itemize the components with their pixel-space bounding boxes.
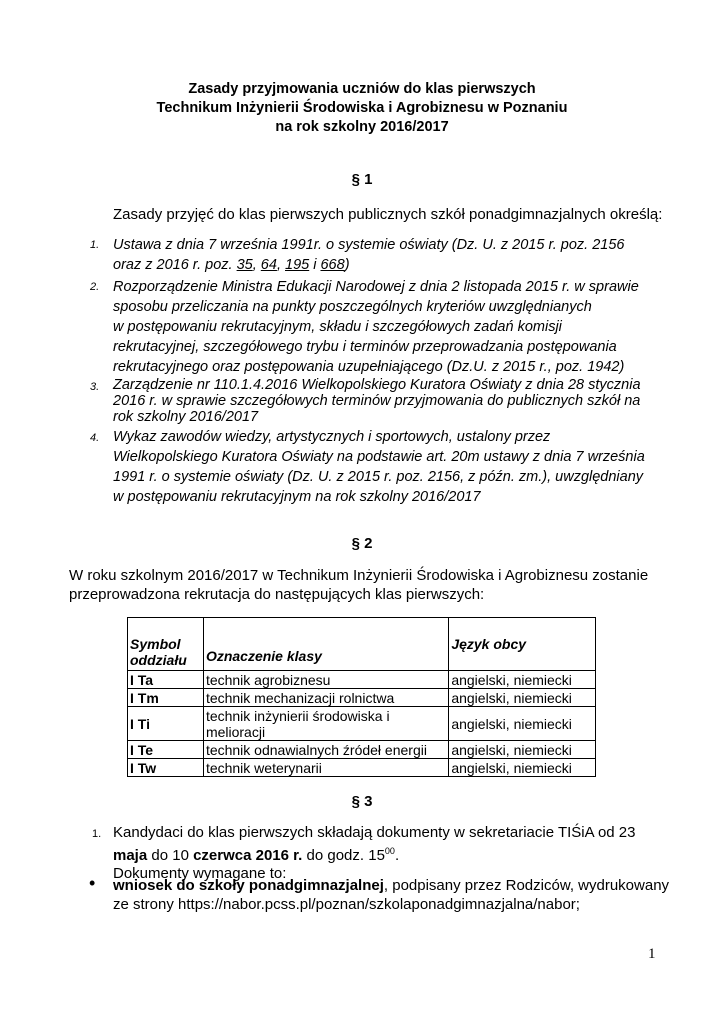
section-2-text [69,566,648,604]
text-span: do 10 [147,847,194,864]
cell-symbol: I Tw [128,759,204,777]
list-item-line: rok szkolny 2016/2017 [113,409,259,425]
list-item-number: 1. [92,828,102,840]
section-3-heading: § 3 [351,793,373,810]
cell-class: technik weterynarii [203,759,448,777]
header-text: Symbol [130,636,181,652]
list-item-number: 1. [90,239,100,251]
cell-class: technik mechanizacji rolnictwa [203,689,448,707]
section-3-bullet-1 [113,876,669,914]
cell-text: technik inżynierii środowiska i [205,707,390,724]
header-class: Oznaczenie klasy [203,618,448,671]
list-item-text [113,377,641,425]
list-item-line: w postępowaniu rekrutacyjnym, składu i szczegółowych zadań komisji [113,319,562,335]
list-item-line: rekrutacyjnej, szczegółowego trybu i terminów przeprowadzania postępowania [113,339,617,355]
section-1-intro: Zasady przyjęć do klas pierwszych publicznych szkół ponadgimnazjalnych określą: [113,206,663,223]
cell-language: angielski, niemiecki [449,759,596,777]
list-item-line: w postępowaniu rekrutacyjnym na rok szkolny 2016/2017 [113,489,481,505]
bold-text: wniosek do szkoły ponadgimnazjalnej [113,877,384,894]
table-row [128,671,596,689]
section-1-heading: § 1 [351,171,373,188]
cell-language: angielski, niemiecki [449,707,596,741]
list-item [90,377,690,428]
law-link-668[interactable]: 668 [320,257,345,273]
list-item-line: Wykaz zawodów wiedzy, artystycznych i sportowych, ustalony przez [113,429,551,445]
list-item-number: 3. [90,381,100,393]
list-item-line: Wielkopolskiego Kuratora Oświaty na podstawie art. 20m ustawy z dnia 7 września [113,449,645,465]
list-item-line: 1991 r. o systemie oświaty (Dz. U. z 2015 r. poz. 2156, z późn. zm.), uwzględniany [113,469,644,485]
list-item-line: rekrutacyjnego oraz postępowania uzupełniającego (Dz.U. z 2015 r., poz. 1942) [113,359,625,375]
cell-text: melioracji [205,723,266,740]
title-line-1: Zasady przyjmowania uczniów do klas pierwszych [188,81,536,97]
page-number: 1 [648,946,656,962]
list-item-text [113,235,625,275]
text-span: , [276,257,285,273]
bullet-icon: • [89,873,96,893]
section-2-line: W roku szkolnym 2016/2017 w Technikum Inżynierii Środowiska i Agrobiznesu zostanie [69,567,649,584]
list-item-text [113,277,639,377]
table-row [128,707,596,741]
document-title [0,80,724,137]
cell-symbol: I Ta [128,671,204,689]
section-1-list [90,235,690,508]
law-link-195[interactable]: 195 [285,257,310,273]
table-row [128,689,596,707]
section-3-line [113,842,636,865]
list-item-line: Zarządzenie nr 110.1.4.2016 Wielkopolskiego Kuratora Oświaty z dnia 28 stycznia [113,377,641,393]
law-link-64[interactable]: 64 [260,257,277,273]
text-span: , [252,257,261,273]
list-item-line: 2016 r. w sprawie szczegółowych terminów przyjmowania do publicznych szkół na [113,393,641,409]
cell-class [203,707,448,741]
header-text: oddziału [130,652,187,668]
header-symbol [128,618,204,671]
section-3-line [113,876,669,895]
section-3-line: Dokumenty wymagane to: [113,865,287,882]
section-3-line: ze strony https://nabor.pcss.pl/poznan/szkolaponadgimnazjalna/nabor; [113,896,580,913]
text-span: oraz z 2016 r. poz. [113,257,237,273]
bold-text: maja [113,847,148,864]
bold-text: czerwca 2016 r. [193,847,303,864]
section-3-line: Kandydaci do klas pierwszych składają dokumenty w sekretariacie TIŚiA od 23 [113,824,636,841]
cell-symbol: I Tm [128,689,204,707]
law-link-35[interactable]: 35 [236,257,253,273]
list-item-number: 4. [90,432,100,444]
cell-symbol: I Te [128,741,204,759]
cell-language: angielski, niemiecki [449,689,596,707]
cell-class: technik agrobiznesu [203,671,448,689]
text-span: ) [344,257,350,273]
list-item-line [113,255,625,275]
title-line-2: Technikum Inżynierii Środowiska i Agrobiznesu w Poznaniu [156,100,568,116]
section-2-line: przeprowadzona rekrutacja do następujących klas pierwszych: [69,586,485,603]
superscript: 00 [384,846,395,856]
section-2-heading: § 2 [351,535,373,552]
list-item-line: sposobu przeliczania na punkty poszczególnych kryteriów uwzględnianych [113,299,592,315]
table-row [128,741,596,759]
list-item-text [113,427,645,507]
text-span: , podpisany przez Rodziców, wydrukowany [383,877,670,894]
text-span: i [309,257,321,273]
text-span: . [394,847,400,864]
list-item-line: Rozporządzenie Ministra Edukacji Narodowej z dnia 2 listopada 2015 r. w sprawie [113,279,639,295]
text-span: do godz. 15 [302,847,385,864]
cell-symbol: I Ti [128,707,204,741]
cell-class: technik odnawialnych źródeł energii [203,741,448,759]
classes-table [127,617,596,777]
section-3-item-1 [113,824,636,883]
table-row [128,759,596,777]
list-item [90,277,690,377]
cell-language: angielski, niemiecki [449,741,596,759]
table-header-row [128,618,596,671]
header-language: Język obcy [449,618,596,671]
list-item-number: 2. [90,281,100,293]
list-item [90,428,690,508]
list-item [90,235,690,277]
list-item-line: Ustawa z dnia 7 września 1991r. o systemie oświaty (Dz. U. z 2015 r. poz. 2156 [113,237,625,253]
cell-language: angielski, niemiecki [449,671,596,689]
title-line-3: na rok szkolny 2016/2017 [275,119,449,135]
